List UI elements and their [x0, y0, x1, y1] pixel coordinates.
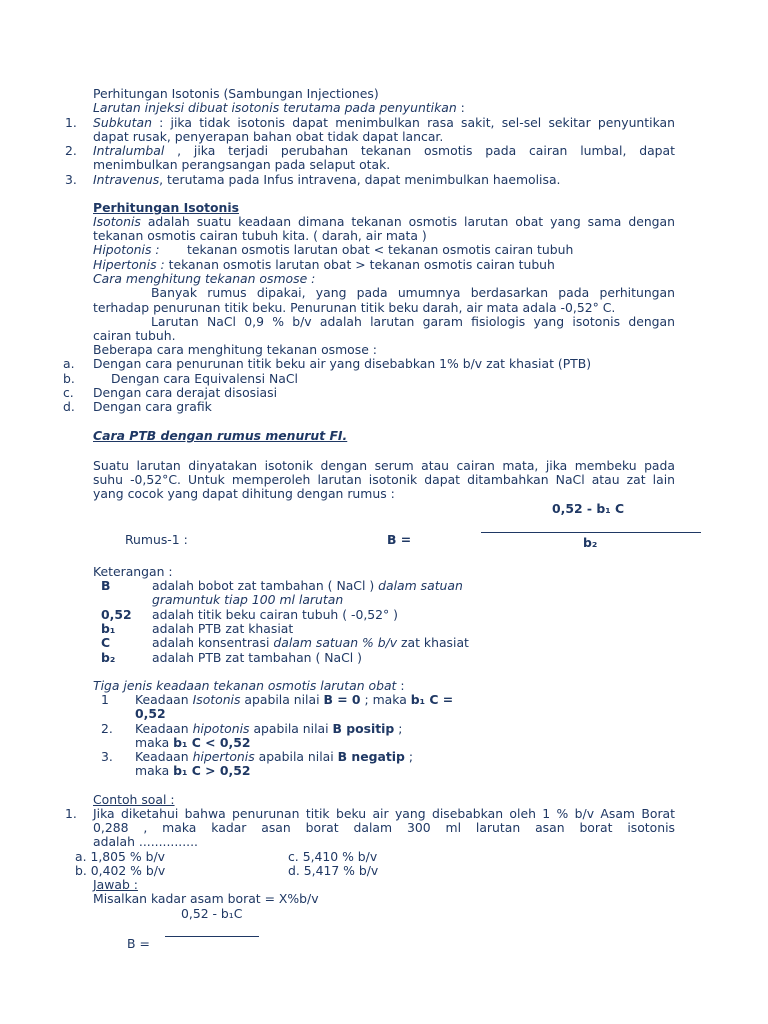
isotonis-text-2: tekanan osmotis cairan tubuh kita. ( darah, air mata )	[93, 228, 427, 243]
paragraph-banyak-rumus-2: terhadap penurunan titik beku. Penurunan titik beku darah, air mata adala -0,52° C.	[93, 300, 616, 315]
answer-formula-lhs: B =	[127, 936, 150, 951]
list-item-term: Intralumbal	[93, 143, 165, 158]
state-hipotonis-result	[135, 735, 250, 750]
answer-formula-numerator: 0,52 - b₁C	[181, 906, 243, 921]
ptb-paragraph-2: suhu -0,52°C. Untuk memperoleh larutan isotonik dapat ditambahkan NaCl atau zat lain	[93, 472, 675, 487]
intro-subtitle-text: Larutan injeksi dibuat isotonis terutama pada penyuntikan	[93, 100, 457, 115]
list-item-text: , terutama pada Infus intravena, dapat menimbulkan haemolisa.	[159, 172, 561, 187]
option-b: b. 0,402 % b/v	[75, 863, 166, 878]
state-condition: B = 0	[323, 692, 361, 707]
state-result: b₁ C > 0,52	[173, 763, 251, 778]
state-text: apabila nilai	[240, 692, 324, 707]
state-result: b₁ C < 0,52	[173, 735, 251, 750]
formula-numerator: 0,52 - b₁ C	[552, 501, 625, 516]
state-hipertonis-result	[135, 763, 250, 778]
list-item-term: Subkutan	[93, 115, 152, 130]
jawab-heading: Jawab :	[93, 877, 138, 892]
ket-052-text: adalah titik beku cairan tubuh ( -0,52° )	[152, 607, 399, 622]
rumus-label: Rumus-1 :	[125, 532, 188, 547]
question-text-3: adalah ...............	[93, 834, 198, 849]
option-d: d. 5,417 % b/v	[288, 863, 379, 878]
list-item-term: Intravenus	[93, 172, 160, 187]
paragraph-banyak-rumus: Banyak rumus dipakai, yang pada umumnya berdasarkan pada perhitungan	[151, 285, 675, 300]
list-number: 3.	[65, 172, 77, 187]
term-isotonis: Isotonis	[93, 214, 141, 229]
formula-denominator: b₂	[583, 535, 598, 550]
formula-lhs: B =	[387, 532, 412, 547]
term-hipotonis: Hipotonis :	[93, 242, 160, 257]
question-text-2: 0,288 , maka kadar asan borat dalam 300 ml larutan asan borat isotonis	[93, 820, 675, 835]
method-item: Dengan cara Equivalensi NaCl	[111, 371, 298, 386]
ket-b-gram: gram	[152, 592, 185, 607]
hipotonis-text: tekanan osmotis larutan obat < tekanan osmotis cairan tubuh	[187, 242, 574, 257]
answer-fraction-bar	[165, 936, 259, 937]
intro-subtitle-colon: :	[456, 100, 465, 115]
tiga-jenis-colon: :	[396, 678, 405, 693]
list-item-subkutan	[93, 115, 675, 130]
ket-c-c: zat khasiat	[397, 635, 469, 650]
method-item: Dengan cara derajat disosiasi	[93, 385, 278, 400]
symbol-b1: b₁	[101, 621, 116, 636]
state-number: 1	[101, 692, 109, 707]
term-hipertonis: Hipertonis :	[93, 257, 165, 272]
option-a: a. 1,805 % b/v	[75, 849, 165, 864]
state-hipotonis	[135, 721, 402, 736]
ket-b-text-2	[152, 592, 343, 607]
ket-c-b: dalam satuan % b/v	[273, 635, 398, 650]
symbol-b: B	[101, 578, 111, 593]
ket-b-text-a: adalah bobot zat tambahan ( NaCl )	[152, 578, 375, 593]
state-term: hipotonis	[192, 721, 250, 736]
symbol-052: 0,52	[101, 607, 132, 622]
state-condition: B negatip	[337, 749, 405, 764]
ket-c-a: adalah konsentrasi	[152, 635, 274, 650]
method-letter: d.	[63, 399, 75, 414]
list-item-intravenus	[93, 172, 561, 187]
paragraph-larutan-nacl: Larutan NaCl 0,9 % b/v adalah larutan garam fisiologis yang isotonis dengan	[151, 314, 675, 329]
ket-b1-text: adalah PTB zat khasiat	[152, 621, 294, 636]
list-item-text: : jika tidak isotonis dapat menimbulkan rasa sakit, sel-sel sekitar penyuntikan	[151, 115, 675, 130]
state-text: maka	[135, 735, 174, 750]
ket-b-text-b: dalam satuan	[378, 578, 463, 593]
list-number: 1.	[65, 115, 77, 130]
keterangan-heading: Keterangan :	[93, 564, 173, 579]
list-item-text: , jika terjadi perubahan tekanan osmotis pada cairan lumbal, dapat	[164, 143, 675, 158]
state-isotonis	[135, 692, 453, 707]
state-term: hipertonis	[192, 749, 255, 764]
state-text: apabila nilai	[254, 749, 338, 764]
state-text: ;	[394, 721, 403, 736]
method-item: Dengan cara penurunan titik beku air yang disebabkan 1% b/v zat khasiat (PTB)	[93, 356, 592, 371]
question-text: Jika diketahui bahwa penurunan titik beku air yang disebabkan oleh 1 % b/v Asam Borat	[93, 806, 675, 821]
isotonis-text: adalah suatu keadaan dimana tekanan osmotis larutan obat yang sama dengan	[140, 214, 675, 229]
contoh-soal-heading: Contoh soal :	[93, 792, 175, 807]
state-text: maka	[135, 763, 174, 778]
tiga-jenis-text: Tiga jenis keadaan tekanan osmotis larutan obat	[93, 678, 397, 693]
option-c: c. 5,410 % b/v	[288, 849, 378, 864]
document-title: Perhitungan Isotonis (Sambungan Injectiones)	[93, 86, 379, 101]
state-condition: B positip	[332, 721, 395, 736]
isotonis-definition	[93, 214, 675, 229]
ptb-paragraph-3: yang cocok yang dapat dihitung dengan rumus :	[93, 486, 395, 501]
state-text: Keadaan	[135, 692, 193, 707]
method-letter: b.	[63, 371, 75, 386]
state-text: apabila nilai	[249, 721, 333, 736]
intro-subtitle	[93, 100, 465, 115]
list-item-intralumbal	[93, 143, 675, 158]
method-letter: c.	[63, 385, 74, 400]
ptb-paragraph: Suatu larutan dinyatakan isotonik dengan serum atau cairan mata, jika membeku pada	[93, 458, 675, 473]
state-number: 2.	[101, 721, 113, 736]
tiga-jenis-heading	[93, 678, 405, 693]
symbol-b2: b₂	[101, 650, 116, 665]
question-number: 1.	[65, 806, 77, 821]
symbol-c: C	[101, 635, 111, 650]
state-result-2: 0,52	[135, 706, 166, 721]
state-hipertonis	[135, 749, 413, 764]
ket-b-text	[152, 578, 463, 593]
ket-b2-text: adalah PTB zat tambahan ( NaCl )	[152, 650, 362, 665]
state-number: 3.	[101, 749, 113, 764]
hipertonis-definition	[93, 257, 555, 272]
misalkan-text: Misalkan kadar asam borat = X%b/v	[93, 891, 319, 906]
cara-heading: Cara menghitung tekanan osmose :	[93, 271, 316, 286]
beberapa-cara: Beberapa cara menghitung tekanan osmose :	[93, 342, 377, 357]
state-text: ; maka	[360, 692, 411, 707]
ket-c-text	[152, 635, 469, 650]
state-result: b₁ C =	[410, 692, 454, 707]
paragraph-larutan-nacl-2: cairan tubuh.	[93, 328, 176, 343]
state-text: Keadaan	[135, 721, 193, 736]
ket-b-unit: untuk tiap 100 ml larutan	[184, 592, 344, 607]
section-heading-perhitungan: Perhitungan Isotonis	[93, 200, 239, 215]
section-heading-ptb: Cara PTB dengan rumus menurut FI.	[93, 428, 348, 443]
hipertonis-text: tekanan osmotis larutan obat > tekanan osmotis cairan tubuh	[164, 257, 555, 272]
formula-fraction-bar	[481, 532, 701, 533]
list-item-text: dapat rusak, penyerapan bahan obat tidak dapat lancar.	[93, 129, 444, 144]
list-item-text: menimbulkan perangsangan pada selaput otak.	[93, 157, 391, 172]
state-text: Keadaan	[135, 749, 193, 764]
method-letter: a.	[63, 356, 75, 371]
method-item: Dengan cara grafik	[93, 399, 212, 414]
state-text: ;	[404, 749, 414, 764]
list-number: 2.	[65, 143, 77, 158]
state-term: Isotonis	[192, 692, 241, 707]
